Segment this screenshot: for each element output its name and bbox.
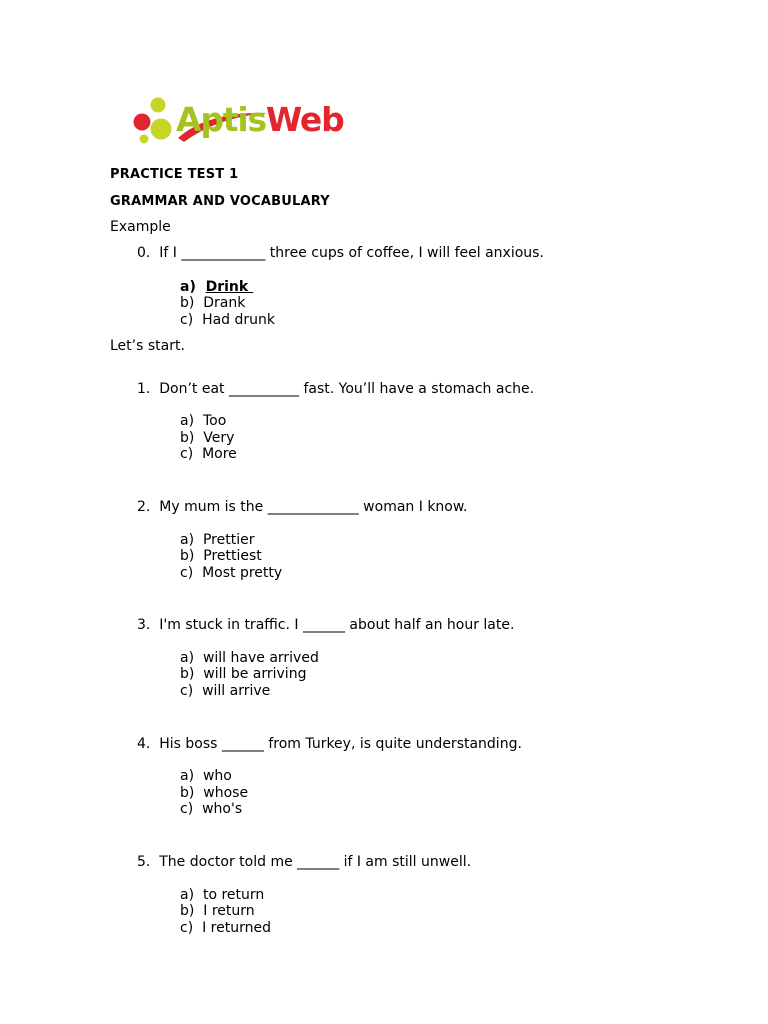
- option-text: whose: [203, 785, 249, 801]
- option-text: Prettiest: [203, 548, 262, 564]
- option-text: to return: [202, 887, 265, 903]
- option-b: [180, 666, 306, 683]
- option-text: who: [202, 768, 232, 784]
- option-letter: b): [180, 548, 195, 564]
- option-a: [180, 887, 264, 904]
- option-c: [180, 446, 237, 463]
- example-label: Example: [110, 219, 171, 235]
- option-text: Too: [202, 413, 227, 429]
- option-c: [180, 565, 282, 582]
- option-letter: c): [180, 565, 194, 581]
- option-text: Very: [203, 430, 235, 446]
- option-letter: a): [180, 650, 195, 666]
- example-option-a: [180, 279, 253, 296]
- option-text: who's: [202, 801, 243, 817]
- option-letter: b): [180, 295, 195, 311]
- option-b: [180, 785, 248, 802]
- logo-wordmark: [176, 100, 344, 140]
- question-text: 4. His boss ______ from Turkey, is quite understanding.: [137, 736, 522, 752]
- option-text: will arrive: [202, 683, 271, 699]
- example-question: 0. If I ____________ three cups of coffee, I will feel anxious.: [137, 245, 544, 261]
- option-text: More: [202, 446, 237, 462]
- option-a: [180, 650, 319, 667]
- option-letter: a): [180, 413, 195, 429]
- option-b: [180, 430, 234, 447]
- option-letter: c): [180, 801, 194, 817]
- test-title: PRACTICE TEST 1: [110, 167, 239, 182]
- question-text: 5. The doctor told me ______ if I am still unwell.: [137, 854, 472, 870]
- option-c: [180, 920, 271, 937]
- option-b: [180, 548, 262, 565]
- option-a: [180, 413, 226, 430]
- intro-text: Let’s start.: [110, 338, 185, 354]
- option-b: [180, 903, 255, 920]
- option-c: [180, 801, 242, 818]
- option-text: will be arriving: [203, 666, 307, 682]
- option-letter: b): [180, 785, 195, 801]
- option-letter: a): [180, 532, 195, 548]
- option-a: [180, 532, 254, 549]
- option-a: [180, 768, 232, 785]
- option-c: [180, 683, 270, 700]
- option-text: Prettier: [202, 532, 255, 548]
- option-letter: c): [180, 312, 194, 328]
- option-text: I return: [203, 903, 255, 919]
- logo-aptis-text: Aptis: [176, 100, 266, 139]
- logo-web-text: Web: [265, 100, 344, 139]
- section-title: GRAMMAR AND VOCABULARY: [110, 194, 330, 209]
- option-text: Drink: [205, 279, 254, 295]
- option-letter: a): [180, 279, 196, 295]
- option-text: Had drunk: [202, 312, 276, 328]
- option-text: Drank: [203, 295, 246, 311]
- question-text: 2. My mum is the _____________ woman I know.: [137, 499, 468, 515]
- option-text: Most pretty: [202, 565, 283, 581]
- question-text: 1. Don’t eat __________ fast. You’ll have a stomach ache.: [137, 381, 535, 397]
- option-letter: b): [180, 430, 195, 446]
- option-letter: a): [180, 768, 195, 784]
- example-option-b: [180, 295, 245, 312]
- option-text: will have arrived: [202, 650, 319, 666]
- option-letter: c): [180, 683, 194, 699]
- option-letter: a): [180, 887, 195, 903]
- example-option-c: [180, 312, 275, 329]
- question-text: 3. I'm stuck in traffic. I ______ about half an hour late.: [137, 617, 515, 633]
- option-letter: b): [180, 666, 195, 682]
- option-letter: c): [180, 920, 194, 936]
- option-letter: b): [180, 903, 195, 919]
- option-text: I returned: [202, 920, 271, 936]
- option-letter: c): [180, 446, 194, 462]
